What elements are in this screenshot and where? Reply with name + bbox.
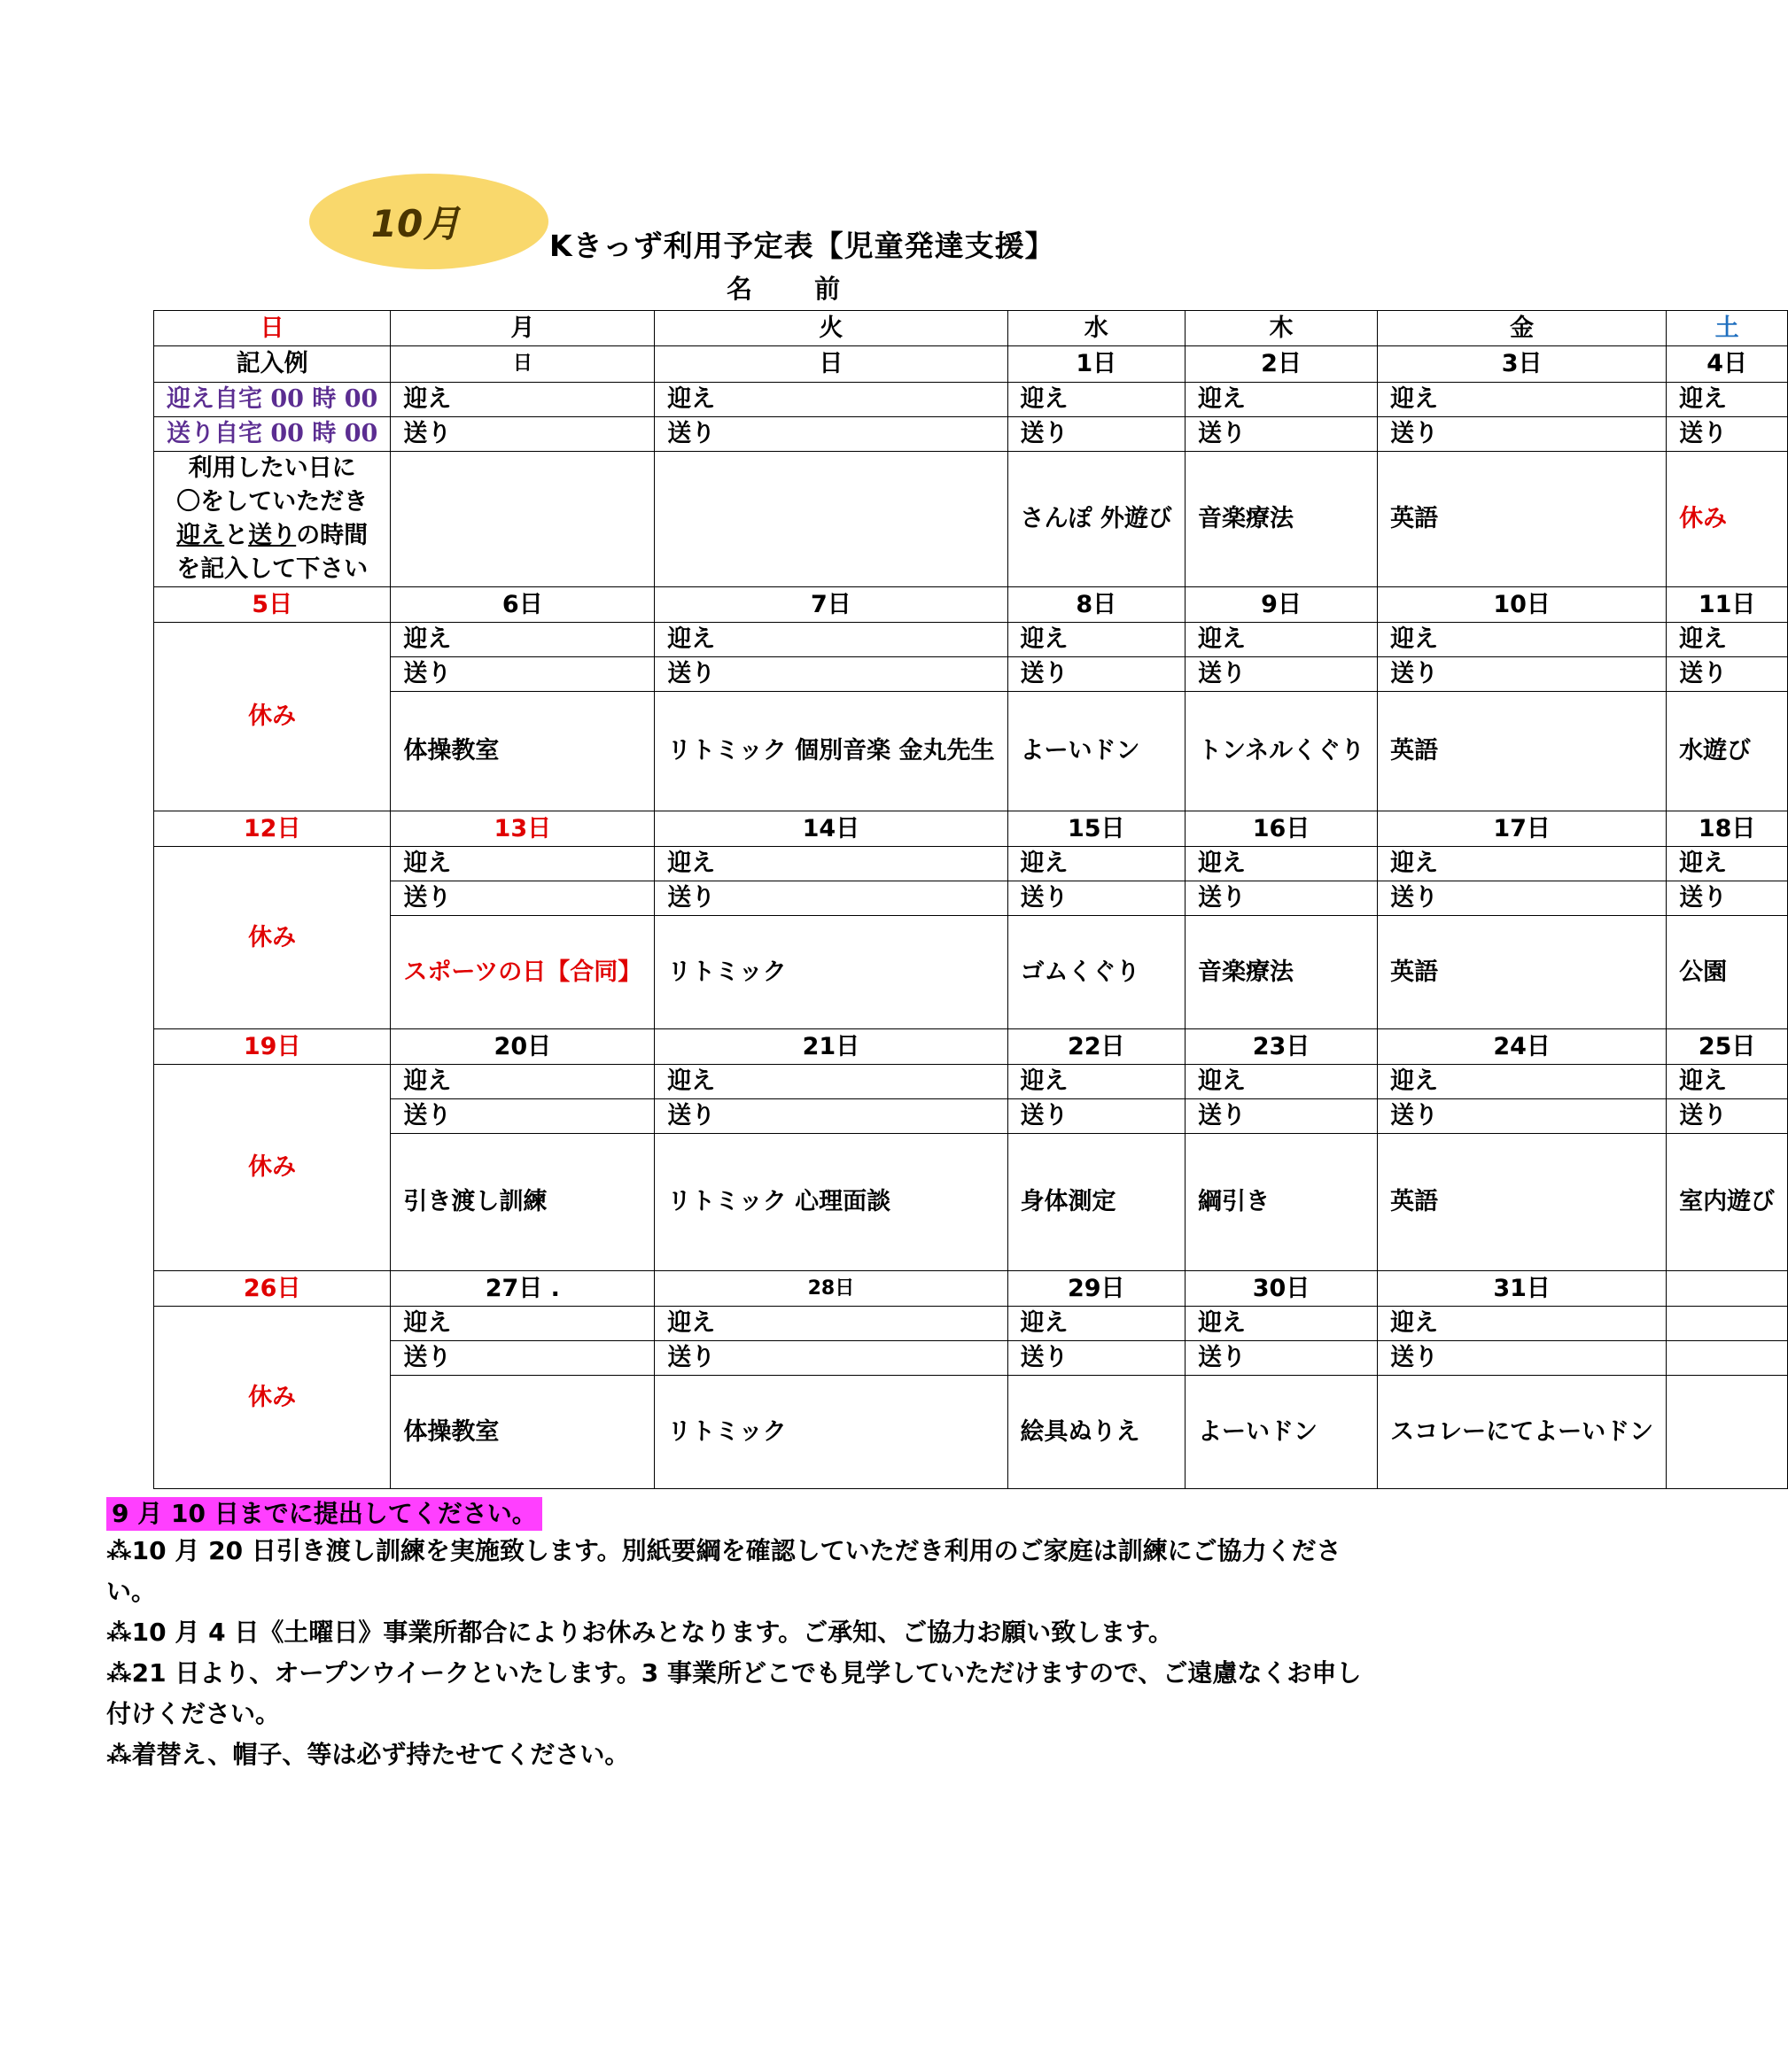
activity-cell: トンネルくぐり [1185,692,1377,811]
activity-cell: 英語 [1378,692,1667,811]
weekday-sat: 土 [1667,311,1788,346]
pickup-cell[interactable]: 迎え [1667,383,1788,417]
activity-cell: 絵具ぬりえ [1007,1376,1185,1489]
dropoff-cell[interactable]: 送り [1378,657,1667,692]
activity-cell: 引き渡し訓練 [391,1134,655,1271]
day-cell: 8日 [1007,587,1185,623]
pickup-cell[interactable]: 迎え [655,623,1007,657]
pickup-cell[interactable]: 迎え [1378,623,1667,657]
week-4-day-row [154,1029,1788,1065]
dropoff-cell[interactable]: 送り [1185,657,1377,692]
pickup-cell[interactable]: 迎え [1185,623,1377,657]
day-cell: 24日 [1378,1029,1667,1065]
dropoff-cell[interactable]: 送り [1378,417,1667,452]
day-cell: 3日 [1378,346,1667,383]
instruction-line: 迎えと送りの時間 [176,522,369,549]
day-cell: 15日 [1007,811,1185,847]
day-cell: 16日 [1185,811,1377,847]
note-item: ⁂10 月 4 日《土曜日》事業所都合によりお休みとなります。ご承知、ご協力お願い致します。 [106,1618,1173,1647]
sunday-closed-cell: 休み [154,1065,391,1271]
activity-cell: リトミック 心理面談 [655,1134,1007,1271]
note-item: ⁂10 月 20 日引き渡し訓練を実施致します。別紙要綱を確認していただき利用のご家庭は訓練にご協力ください。 [106,1536,1341,1606]
weekday-mon: 月 [391,311,655,346]
activity-cell: 体操教室 [391,1376,655,1489]
activity-row [154,1134,1788,1271]
pickup-cell[interactable]: 迎え [1378,1065,1667,1099]
dropoff-cell[interactable]: 送り [1185,417,1377,452]
pickup-cell[interactable]: 迎え [1007,847,1185,881]
dropoff-cell[interactable]: 送り [655,881,1007,916]
day-cell: 18日 [1667,811,1788,847]
instruction-underlined: 迎え [176,522,225,549]
activity-cell: 英語 [1378,1134,1667,1271]
day-cell: 11日 [1667,587,1788,623]
instruction-line: 利用したい日に [188,454,356,482]
activity-cell: 音楽療法 [1185,916,1377,1029]
notes-section [106,1497,1364,1775]
day-cell: 13日 [391,811,655,847]
dropoff-row [154,417,1788,452]
dropoff-cell[interactable] [1667,1341,1788,1376]
day-cell: 日 [655,346,1007,383]
activity-cell [655,452,1007,587]
dropoff-cell[interactable]: 送り [1667,1099,1788,1134]
activity-row [154,692,1788,811]
dropoff-cell[interactable]: 送り [391,657,655,692]
pickup-cell[interactable]: 迎え [1007,1307,1185,1341]
weekday-row [154,311,1788,346]
day-cell: 21日 [655,1029,1007,1065]
activity-cell-holiday: 休み [1667,452,1788,587]
pickup-cell[interactable]: 迎え [655,847,1007,881]
pickup-cell[interactable]: 迎え [1667,1065,1788,1099]
day-cell: 5日 [154,587,391,623]
dropoff-cell[interactable]: 送り [1667,657,1788,692]
day-cell: 12日 [154,811,391,847]
instruction-line: を記入して下さい [176,555,369,583]
week-1-day-row [154,346,1788,383]
dropoff-cell[interactable]: 送り [391,1341,655,1376]
pickup-cell[interactable]: 迎え [655,1065,1007,1099]
dropoff-cell[interactable]: 送り [1185,1341,1377,1376]
pickup-cell[interactable]: 迎え [1378,847,1667,881]
dropoff-cell[interactable]: 送り [1667,417,1788,452]
pickup-cell[interactable]: 迎え [391,1307,655,1341]
dropoff-cell[interactable]: 送り [655,657,1007,692]
dropoff-cell[interactable]: 送り [1378,1099,1667,1134]
activity-cell: 英語 [1378,452,1667,587]
pickup-row [154,623,1788,657]
weekday-wed: 水 [1007,311,1185,346]
deadline-notice: 9 月 10 日までに提出してください。 [106,1497,542,1531]
month-label: 10月 [370,202,461,245]
activity-row [154,916,1788,1029]
activity-cell: ゴムくぐり [1007,916,1185,1029]
day-cell: 28日 [655,1271,1007,1307]
sunday-closed-cell: 休み [154,847,391,1029]
dropoff-cell[interactable]: 送り [1007,1341,1185,1376]
dropoff-row [154,1341,1788,1376]
pickup-cell[interactable]: 迎え [655,1307,1007,1341]
dropoff-cell[interactable]: 送り [1378,1341,1667,1376]
day-cell: 1日 [1007,346,1185,383]
pickup-cell[interactable]: 迎え [391,623,655,657]
activity-cell: さんぽ 外遊び [1007,452,1185,587]
week-2-day-row [154,587,1788,623]
example-label: 記入例 [154,346,391,383]
dropoff-row [154,881,1788,916]
day-cell: 17日 [1378,811,1667,847]
week-5-day-row [154,1271,1788,1307]
dropoff-cell[interactable]: 送り [1007,1099,1185,1134]
weekday-tue: 火 [655,311,1007,346]
pickup-cell[interactable]: 迎え [391,383,655,417]
dropoff-cell[interactable]: 送り [1007,657,1185,692]
dropoff-cell[interactable]: 送り [391,881,655,916]
activity-cell: 体操教室 [391,692,655,811]
activity-cell: リトミック 個別音楽 金丸先生 [655,692,1007,811]
sunday-closed-cell: 休み [154,623,391,811]
pickup-cell[interactable]: 迎え [1007,383,1185,417]
pickup-cell[interactable]: 迎え [1185,383,1377,417]
activity-cell: スコレーにてよーいドン [1378,1376,1667,1489]
day-cell: 26日 [154,1271,391,1307]
dropoff-cell[interactable]: 送り [1185,1099,1377,1134]
activity-cell: リトミック [655,916,1007,1029]
dropoff-cell[interactable]: 送り [655,1099,1007,1134]
day-cell: 25日 [1667,1029,1788,1065]
day-cell: 4日 [1667,346,1788,383]
day-cell: 31日 [1378,1271,1667,1307]
dropoff-example: 送り自宅 00 時 00 [154,417,391,452]
activity-cell [1667,1376,1788,1489]
activity-row [154,452,1788,587]
pickup-cell[interactable]: 迎え [391,1065,655,1099]
day-cell: 20日 [391,1029,655,1065]
activity-cell: 水遊び [1667,692,1788,811]
dropoff-cell[interactable]: 送り [655,1341,1007,1376]
pickup-row [154,383,1788,417]
activity-cell: 身体測定 [1007,1134,1185,1271]
instruction-underlined: 送り [248,522,297,549]
week-3-day-row [154,811,1788,847]
activity-cell: よーいドン [1185,1376,1377,1489]
pickup-cell[interactable]: 迎え [1007,1065,1185,1099]
day-cell: 日 [391,346,655,383]
activity-row [154,1376,1788,1489]
day-cell: 27日 . [391,1271,655,1307]
page-title: Kきっず利用予定表【児童発達支援】 [549,229,1055,263]
dropoff-row [154,657,1788,692]
activity-cell: 英語 [1378,916,1667,1029]
note-item: ⁂21 日より、オープンウイークといたします。3 事業所どこでも見学していただけますので、ご遠慮なくお申し付けください。 [106,1658,1362,1728]
pickup-cell[interactable]: 迎え [1007,623,1185,657]
pickup-cell[interactable]: 迎え [1667,623,1788,657]
pickup-cell[interactable]: 迎え [391,847,655,881]
weekday-thu: 木 [1185,311,1377,346]
activity-cell: スポーツの日【合同】 [391,916,655,1029]
pickup-cell[interactable]: 迎え [1185,1307,1377,1341]
day-cell: 29日 [1007,1271,1185,1307]
day-cell: 10日 [1378,587,1667,623]
instruction-line: 〇をしていただき [176,488,369,516]
day-cell: 9日 [1185,587,1377,623]
pickup-cell[interactable]: 迎え [1185,1065,1377,1099]
day-cell: 22日 [1007,1029,1185,1065]
dropoff-cell[interactable]: 送り [1667,881,1788,916]
pickup-cell[interactable]: 迎え [655,383,1007,417]
pickup-cell[interactable]: 迎え [1378,1307,1667,1341]
dropoff-cell[interactable]: 送り [1007,881,1185,916]
activity-cell [391,452,655,587]
dropoff-cell[interactable]: 送り [1185,881,1377,916]
instruction-text [154,452,391,587]
day-cell: 23日 [1185,1029,1377,1065]
dropoff-cell[interactable]: 送り [655,417,1007,452]
weekday-fri: 金 [1378,311,1667,346]
activity-cell: よーいドン [1007,692,1185,811]
pickup-cell[interactable]: 迎え [1667,847,1788,881]
activity-cell: リトミック [655,1376,1007,1489]
dropoff-row [154,1099,1788,1134]
activity-cell: 音楽療法 [1185,452,1377,587]
sunday-closed-cell: 休み [154,1307,391,1489]
dropoff-cell[interactable]: 送り [1007,417,1185,452]
pickup-row [154,1307,1788,1341]
pickup-row [154,847,1788,881]
day-cell: 19日 [154,1029,391,1065]
activity-cell: 室内遊び [1667,1134,1788,1271]
day-cell: 14日 [655,811,1007,847]
pickup-example: 迎え自宅 00 時 00 [154,383,391,417]
pickup-cell[interactable]: 迎え [1185,847,1377,881]
name-label: 名 前 [727,274,867,304]
schedule-table [153,310,1788,1489]
activity-cell: 綱引き [1185,1134,1377,1271]
pickup-cell[interactable]: 迎え [1378,383,1667,417]
day-cell: 6日 [391,587,655,623]
note-item: ⁂着替え、帽子、等は必ず持たせてください。 [106,1740,630,1769]
day-cell: 7日 [655,587,1007,623]
weekday-sun: 日 [154,311,391,346]
day-cell: 30日 [1185,1271,1377,1307]
dropoff-cell[interactable]: 送り [391,1099,655,1134]
dropoff-cell[interactable]: 送り [391,417,655,452]
day-cell: 2日 [1185,346,1377,383]
day-cell [1667,1271,1788,1307]
activity-cell: 公園 [1667,916,1788,1029]
pickup-cell[interactable] [1667,1307,1788,1341]
dropoff-cell[interactable]: 送り [1378,881,1667,916]
pickup-row [154,1065,1788,1099]
